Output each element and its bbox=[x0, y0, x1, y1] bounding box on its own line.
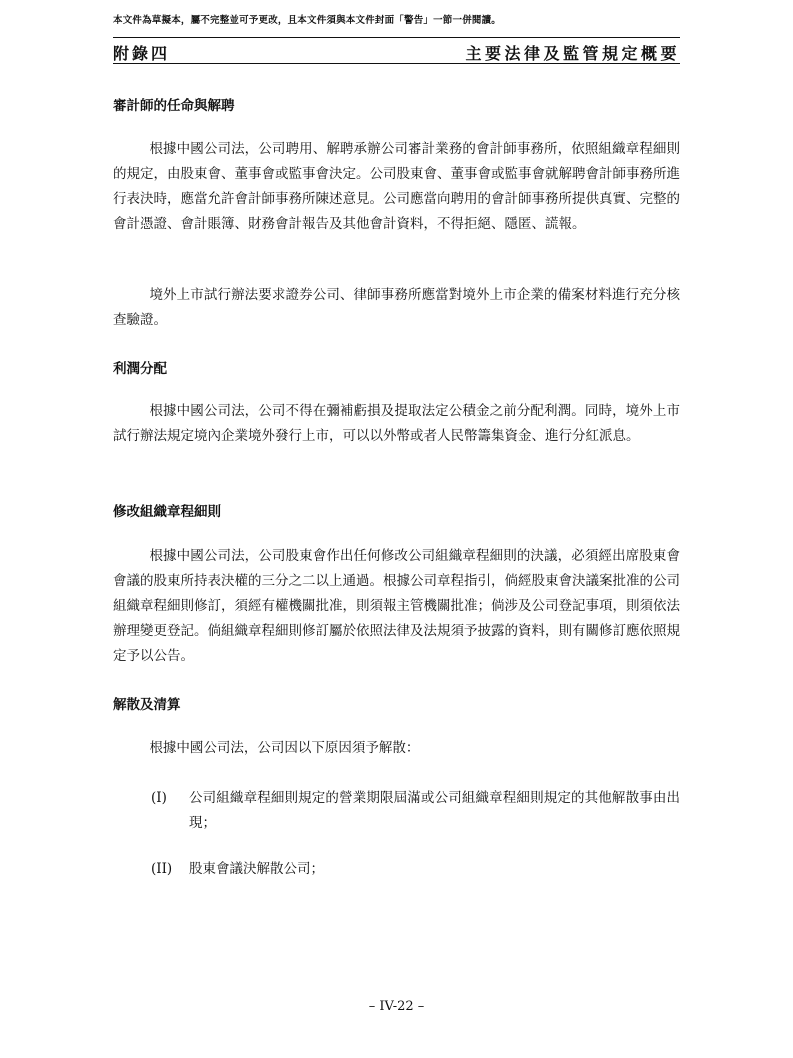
header-rule-bottom bbox=[113, 63, 680, 64]
paragraph-auditor-1: 根據中國公司法，公司聘用、解聘承辦公司審計業務的會計師事務所，依照組織章程細則的規定，由股東會、董事會或監事會決定。公司股東會、董事會或監事會就解聘會計師事務所進行表決時，應當允許會計師事務所陳述意見。公司應當向聘用的會計師事務所提供真實、完整的會計憑證、會計賬簿、財務會計報告及其他會計資料，不得拒絕、隱匿、謊報。 bbox=[113, 141, 680, 232]
page-number: – IV-22 – bbox=[368, 999, 425, 1014]
section-heading-dissolution: 解散及清算 bbox=[113, 697, 181, 713]
section-heading-profit: 利潤分配 bbox=[113, 361, 167, 377]
header-rule-top bbox=[113, 37, 680, 38]
list-text: 公司組織章程細則規定的營業期限屆滿或公司組織章程細則規定的其他解散事由出現； bbox=[189, 790, 680, 831]
paragraph-profit-1: 根據中國公司法，公司不得在彌補虧損及提取法定公積金之前分配利潤。同時，境外上市試行辦法規定境內企業境外發行上市，可以以外幣或者人民幣籌集資金、進行分紅派息。 bbox=[113, 403, 680, 444]
paragraph-articles-1: 根據中國公司法，公司股東會作出任何修改公司組織章程細則的決議，必須經出席股東會會議的股東所持表決權的三分之二以上通過。根據公司章程指引，倘經股東會決議案批准的公司組織章程細則修訂，須經有權機關批准，則須報主管機關批准；倘涉及公司登記事項，則須依法辦理變更登記。倘組織章程細則修訂屬於依照法律及法規須予披露的資料，則有關修訂應依照規定予以公告。 bbox=[113, 548, 680, 664]
section-heading-articles: 修改組織章程細則 bbox=[113, 504, 221, 520]
list-marker: (I) bbox=[151, 790, 167, 806]
section-heading-auditor: 審計師的任命與解聘 bbox=[113, 98, 235, 114]
list-text: 股東會議決解散公司； bbox=[189, 861, 324, 877]
appendix-label: 附錄四 bbox=[113, 44, 171, 63]
paragraph-dissolution-1: 根據中國公司法，公司因以下原因須予解散： bbox=[149, 740, 420, 756]
draft-notice: 本文件為草擬本，屬不完整並可予更改，且本文件須與本文件封面「警告」一節一併閱讀。 bbox=[113, 15, 502, 26]
paragraph-auditor-2: 境外上市試行辦法要求證券公司、律師事務所應當對境外上市企業的備案材料進行充分核查驗證。 bbox=[113, 287, 680, 328]
appendix-title: 主要法律及監管規定概要 bbox=[465, 44, 680, 63]
list-marker: (II) bbox=[151, 861, 173, 877]
